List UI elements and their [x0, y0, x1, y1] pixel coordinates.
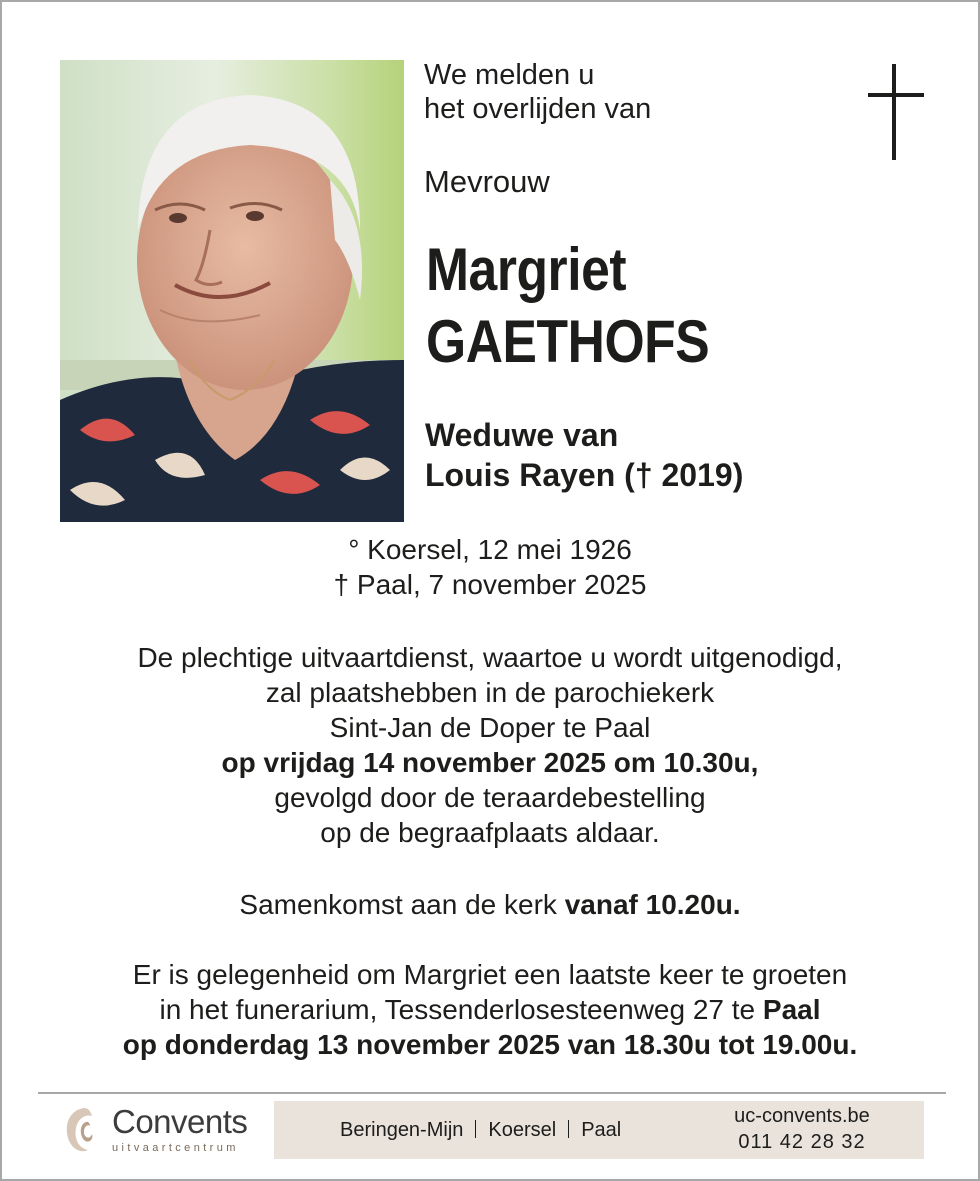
widow-line-1: Weduwe van — [425, 417, 619, 453]
portrait-photo — [60, 60, 404, 522]
brand-subtitle: uitvaartcentrum — [112, 1142, 239, 1154]
intro-text — [424, 58, 651, 126]
convents-logo-icon — [62, 1104, 102, 1156]
viewing-info — [2, 957, 978, 1062]
locations-list — [340, 1117, 621, 1143]
brand-name: Convents — [112, 1103, 248, 1140]
service-line-6: op de begraafplaats aldaar. — [320, 817, 660, 848]
service-date: op vrijdag 14 november 2025 om 10.30u, — [221, 747, 759, 778]
cross-icon — [868, 64, 924, 160]
location-item: Beringen-Mijn — [340, 1119, 464, 1141]
location-item: Koersel — [488, 1119, 557, 1141]
website-link[interactable]: uc-convents.be — [734, 1105, 870, 1127]
service-line-3: Sint-Jan de Doper te Paal — [329, 712, 651, 743]
birth-date: ° Koersel, 12 mei 1926 — [348, 534, 632, 565]
service-line-2: zal plaatshebben in de parochiekerk — [265, 677, 715, 708]
gathering-info — [2, 887, 978, 922]
viewing-line-1: Er is gelegenheid om Margriet een laatste keer te groeten — [132, 959, 848, 990]
service-line-5: gevolgd door de teraardebestelling — [274, 782, 706, 813]
footer-divider — [38, 1092, 946, 1094]
footer-contact-band — [274, 1101, 924, 1159]
phone-number[interactable]: 011 42 28 32 — [738, 1131, 866, 1153]
last-name: GAETHOFS — [426, 308, 710, 375]
location-item: Paal — [581, 1119, 622, 1141]
service-line-1: De plechtige uitvaartdienst, waartoe u wordt uitgenodigd, — [137, 642, 843, 673]
deceased-name — [426, 234, 709, 378]
contact-info — [712, 1103, 892, 1155]
first-name: Margriet — [426, 236, 627, 303]
gathering-time: vanaf 10.20u. — [564, 889, 741, 920]
widow-of — [425, 415, 743, 495]
intro-line-2: het overlijden van — [424, 93, 652, 125]
life-dates — [2, 532, 978, 602]
viewing-date: op donderdag 13 november 2025 van 18.30u tot 19.00u. — [122, 1029, 858, 1060]
gathering-text: Samenkomst aan de kerk — [239, 889, 557, 920]
funeral-service — [2, 640, 978, 850]
viewing-place: Paal — [762, 994, 821, 1025]
funeral-home-logo — [62, 1102, 272, 1162]
viewing-line-2: in het funerarium, Tessenderlosesteenweg 27 te Paal — [159, 994, 821, 1025]
intro-line-1: We melden u — [424, 59, 595, 91]
widow-line-2: Louis Rayen († 2019) — [425, 457, 744, 493]
death-date: † Paal, 7 november 2025 — [333, 569, 647, 600]
honorific: Mevrouw — [424, 164, 550, 199]
